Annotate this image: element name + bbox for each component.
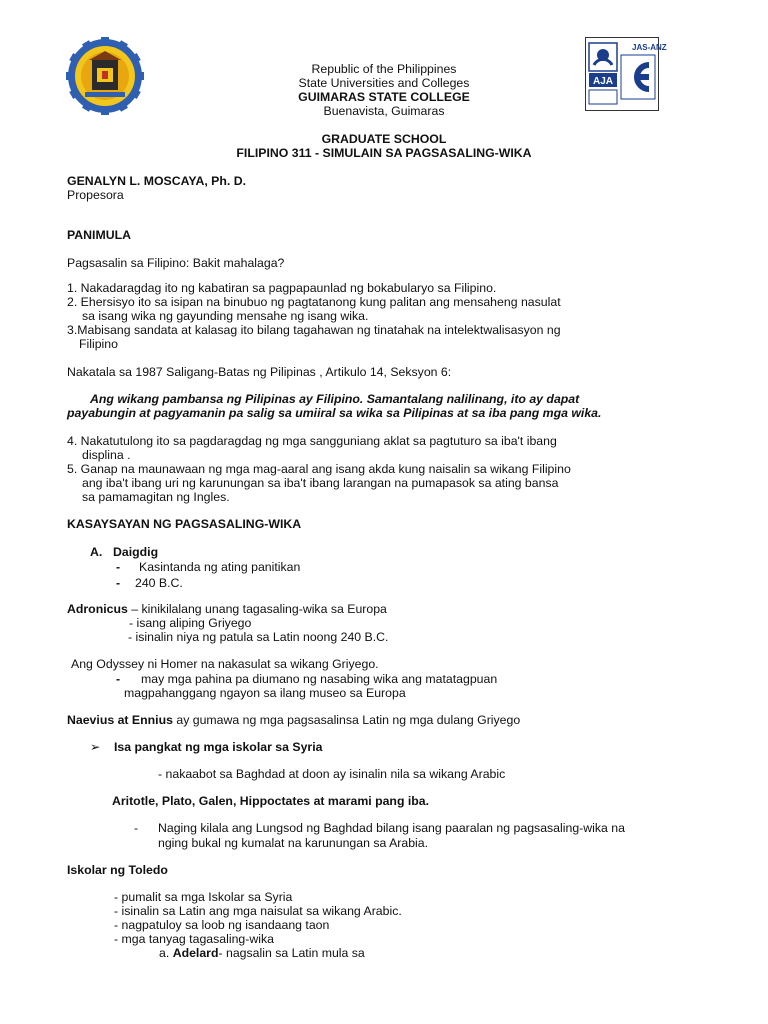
list-item-5-line-3: sa pamamagitan ng Ingles. — [82, 490, 230, 504]
header-line-1: Republic of the Philippines — [311, 62, 457, 76]
constitution-note: Nakatala sa 1987 Saligang-Batas ng Pilipinas , Artikulo 14, Seksyon 6: — [67, 365, 452, 379]
toledo-item-4: - mga tanyag tagasaling-wika — [114, 932, 274, 946]
adelard-description: - nagsalin sa Latin mula sa — [218, 946, 365, 960]
author-name: GENALYN L. MOSCAYA, Ph. D. — [67, 174, 247, 188]
adronicus-item-2: - isinalin niya ng patula sa Latin noong 240 B.C. — [128, 630, 389, 644]
syria-title: Isa pangkat ng mga iskolar sa Syria — [114, 740, 323, 754]
naevius-line — [67, 713, 520, 727]
section-a-label: A. — [90, 545, 103, 559]
section-a-title: Daigdig — [113, 545, 159, 559]
daigdig-item-2: 240 B.C. — [135, 576, 183, 590]
panimula-question: Pagsasalin sa Filipino: Bakit mahalaga? — [67, 256, 285, 270]
course-title: FILIPINO 311 - SIMULAIN SA PAGSASALING-WIKA — [236, 146, 532, 160]
list-item-2-line-1: 2. Ehersisyo ito sa isipan na binubuo ng pagtatanong kung palitan ang mensaheng nasulat — [67, 295, 561, 309]
toledo-item-3: - nagpatuloy sa loob ng isandaang taon — [114, 918, 330, 932]
list-item-4-line-2: displina . — [82, 448, 131, 462]
list-item-1: 1. Nakadaragdag ito ng kabatiran sa pagpapaunlad ng bokabularyo sa Filipino. — [67, 281, 497, 295]
college-location: Buenavista, Guimaras — [323, 104, 445, 118]
toledo-title: Iskolar ng Toledo — [67, 863, 168, 877]
adelard-prefix: a. — [159, 946, 173, 960]
syria-item-1: - nakaabot sa Baghdad at doon ay isinalin nila sa wikang Arabic — [158, 767, 506, 781]
naevius-name: Naevius at Ennius — [67, 713, 173, 727]
list-item-5-line-2: ang iba't ibang uri ng karunungan sa iba't ibang larangan na pumapasok sa ating bansa — [82, 476, 559, 490]
kasaysayan-heading: KASAYSAYAN NG PAGSASALING-WIKA — [67, 517, 302, 531]
bullet-dash: - — [116, 576, 121, 590]
bullet-dash: - — [116, 672, 121, 686]
adelard-name: Adelard — [172, 946, 219, 960]
adronicus-item-1: - isang aliping Griyego — [129, 616, 252, 630]
toledo-item-1: - pumalit sa mga Iskolar sa Syria — [114, 890, 293, 904]
author-role: Propesora — [67, 188, 124, 202]
header-line-2: State Universities and Colleges — [298, 76, 470, 90]
arrow-bullet-icon: ➢ — [90, 740, 101, 754]
adronicus-name: Adronicus — [67, 602, 128, 616]
list-item-5-line-1: 5. Ganap na maunawaan ng mga mag-aaral ang isang akda kung naisalin sa wikang Filipino — [67, 462, 571, 476]
constitution-quote-line-2: payabungin at pagyamanin pa salig sa umiiral sa wika sa Pilipinas at sa iba pang mga wika. — [67, 406, 602, 420]
adronicus-line — [67, 602, 387, 616]
svg-text:AJA: AJA — [592, 76, 614, 87]
school-name: GRADUATE SCHOOL — [321, 132, 447, 146]
list-item-3-line-1: 3.Mabisang sandata at kalasag ito bilang tagahawan ng tinatahak na intelektwalisasyon ng — [67, 323, 561, 337]
bullet-dash: - — [134, 821, 139, 835]
odyssey-item-line-2: magpahanggang ngayon sa ilang museo sa Europa — [124, 686, 406, 700]
constitution-quote-line-1: Ang wikang pambansa ng Pilipinas ay Filipino. Samantalang nalilinang, ito ay dapat — [90, 392, 580, 406]
baghdad-line-2: nging bukal ng kumalat na karunungan sa Arabia. — [158, 836, 429, 850]
odyssey-item-line-1: may mga pahina pa diumano ng nasabing wika ang matatagpuan — [141, 672, 498, 686]
naevius-description: ay gumawa ng mga pagsasalinsa Latin ng mga dulang Griyego — [172, 713, 521, 727]
college-name: GUIMARAS STATE COLLEGE — [298, 90, 470, 104]
adronicus-description: – kinikilalang unang tagasaling-wika sa Europa — [127, 602, 387, 616]
panimula-heading: PANIMULA — [67, 228, 131, 242]
philosophers-line: Aritotle, Plato, Galen, Hippoctates at marami pang iba. — [112, 794, 430, 808]
list-item-2-line-2: sa isang wika ng gayunding mensahe ng isang wika. — [82, 309, 369, 323]
toledo-item-2: - isinalin sa Latin ang mga naisulat sa wikang Arabic. — [114, 904, 402, 918]
list-item-3-line-2: Filipino — [79, 337, 118, 351]
svg-text:JAS-ANZ: JAS-ANZ — [632, 43, 667, 52]
odyssey-line: Ang Odyssey ni Homer na nakasulat sa wikang Griyego. — [71, 657, 379, 671]
list-item-4-line-1: 4. Nakatutulong ito sa pagdaragdag ng mga sangguniang aklat sa pagtuturo sa iba't ibang — [67, 434, 557, 448]
bullet-dash: - — [116, 560, 121, 574]
adelard-line — [159, 946, 365, 960]
baghdad-line-1: Naging kilala ang Lungsod ng Baghdad bilang isang paaralan ng pagsasaling-wika na — [158, 821, 625, 835]
daigdig-item-1: Kasintanda ng ating panitikan — [139, 560, 301, 574]
